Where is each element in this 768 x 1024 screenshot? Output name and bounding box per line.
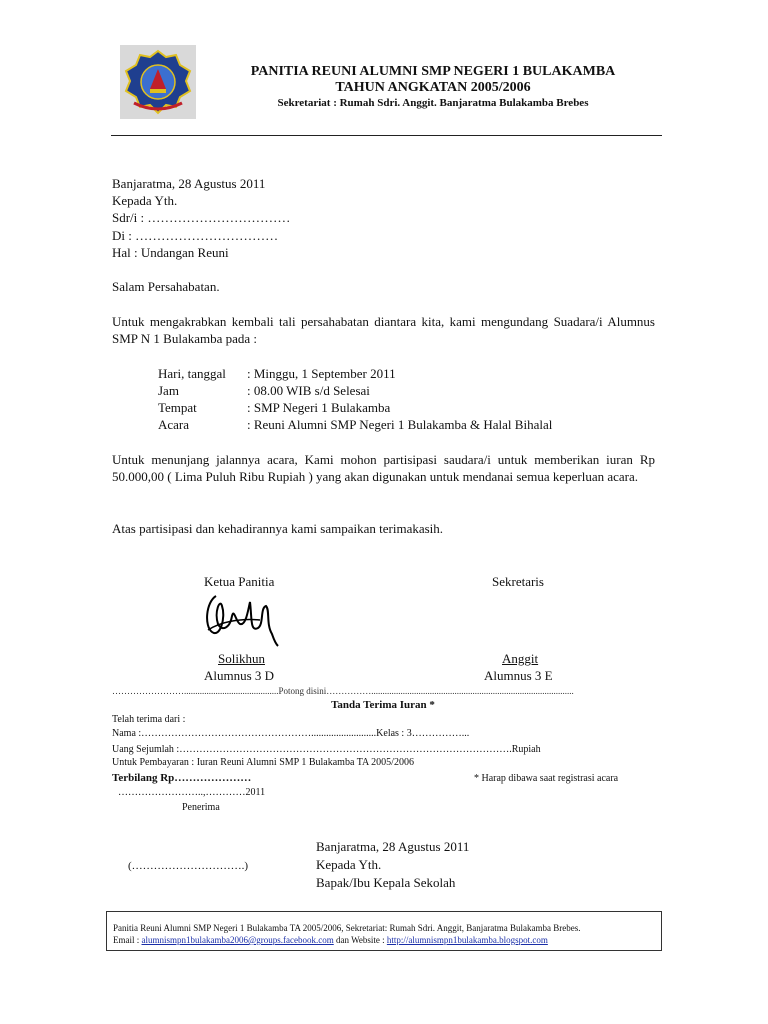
chairman-role: Ketua Panitia — [204, 574, 275, 589]
footer-email-link[interactable]: alumnismpn1bulakamba2006@groups.facebook.com — [141, 935, 334, 945]
receipt-purpose: Untuk Pembayaran : Iuran Reuni Alumni SMP 1 Bulakamba TA 2005/2006 — [112, 757, 414, 768]
footer-email-label: Email : — [113, 935, 142, 945]
receipt-title: Tanda Terima Iuran * — [331, 699, 435, 711]
detail-event-label: Acara — [158, 417, 190, 432]
detail-time-label: Jam — [158, 383, 179, 398]
closing-text: Atas partisipasi dan kehadirannya kami sampaikan terimakasih. — [112, 521, 444, 536]
letter-date: Banjaratma, 28 Agustus 2011 — [112, 176, 266, 191]
detail-day-label: Hari, tanggal — [158, 366, 226, 381]
letter-location: Di : …………………………… — [112, 228, 279, 243]
intro-paragraph: Untuk mengakrabkan kembali tali persahabatan diantara kita, kami mengundang Suadara/i Alumnus SMP N 1 Bulakamba pada : — [112, 314, 655, 346]
receipt-receiver: Penerima — [182, 802, 220, 813]
detail-day-value: : Minggu, 1 September 2011 — [247, 366, 396, 381]
address-to: Kepada Yth. — [316, 857, 382, 872]
detail-time-value: : 08.00 WIB s/d Selesai — [247, 383, 370, 398]
footer-org-line: Panitia Reuni Alumni SMP Negeri 1 Bulakamba TA 2005/2006, Sekretariat: Rumah Sdri. Anggit, Banjaratma Bulakamba Brebes. — [113, 923, 581, 933]
detail-event-value: : Reuni Alumni SMP Negeri 1 Bulakamba & Halal Bihalal — [247, 417, 553, 432]
receipt-name-field: Nama :……………………………………………..........................Kelas : 3……………... — [112, 728, 470, 739]
chairman-class: Alumnus 3 D — [204, 668, 275, 683]
secretary-name: Anggit — [502, 651, 539, 666]
fee-paragraph: Untuk menunjang jalannya acara, Kami mohon partisipasi saudara/i untuk memberikan iuran Rp 50.000,00 ( Lima Puluh Ribu Rupiah ) yang akan digunakan untuk mendanai semua keperluan acara. — [112, 452, 655, 484]
letter-recipient: Sdr/i : …………………………… — [112, 210, 291, 225]
footer-contact-line — [113, 935, 548, 945]
receipt-date-line: ……………………..,…………2011 — [118, 787, 266, 798]
cut-line: ……………………..........................................Potong disini…………….......................................................................................... — [112, 686, 574, 696]
chairman-name: Solikhun — [218, 651, 265, 666]
secretary-role: Sekretaris — [492, 574, 544, 589]
detail-place-label: Tempat — [158, 400, 197, 415]
school-logo — [120, 45, 196, 119]
org-title: PANITIA REUNI ALUMNI SMP NEGERI 1 BULAKAMBA — [250, 64, 616, 79]
receipt-amount-field: Uang Sejumlah :……………………………………………………………………………………….Rupiah — [112, 744, 541, 755]
footer-website-link[interactable]: http://alumnismpn1bulakamba.blogspot.com — [386, 935, 548, 945]
school-emblem-icon — [120, 45, 196, 119]
address-date: Banjaratma, 28 Agustus 2011 — [316, 839, 470, 854]
letter-subject: Hal : Undangan Reuni — [112, 245, 229, 260]
receipt-note: * Harap dibawa saat registrasi acara — [474, 773, 619, 784]
secretariat-address: Sekretariat : Rumah Sdri. Anggit. Banjaratma Bulakamba Brebes — [277, 97, 589, 109]
detail-place-value: : SMP Negeri 1 Bulakamba — [247, 400, 391, 415]
receipt-amount-words: Terbilang Rp………………… — [112, 772, 252, 784]
footer-box — [106, 911, 662, 951]
receipt-received-from: Telah terima dari : — [112, 714, 186, 725]
signature-bracket: (………………………….) — [128, 860, 249, 872]
footer-website-label: dan Website : — [333, 935, 387, 945]
address-recipient: Bapak/Ibu Kepala Sekolah — [316, 875, 456, 890]
secretary-class: Alumnus 3 E — [484, 668, 553, 683]
header-divider — [111, 135, 662, 136]
letter-to: Kepada Yth. — [112, 193, 178, 208]
chairman-signature — [200, 588, 280, 648]
greeting: Salam Persahabatan. — [112, 279, 220, 294]
org-subtitle: TAHUN ANGKATAN 2005/2006 — [335, 80, 531, 95]
